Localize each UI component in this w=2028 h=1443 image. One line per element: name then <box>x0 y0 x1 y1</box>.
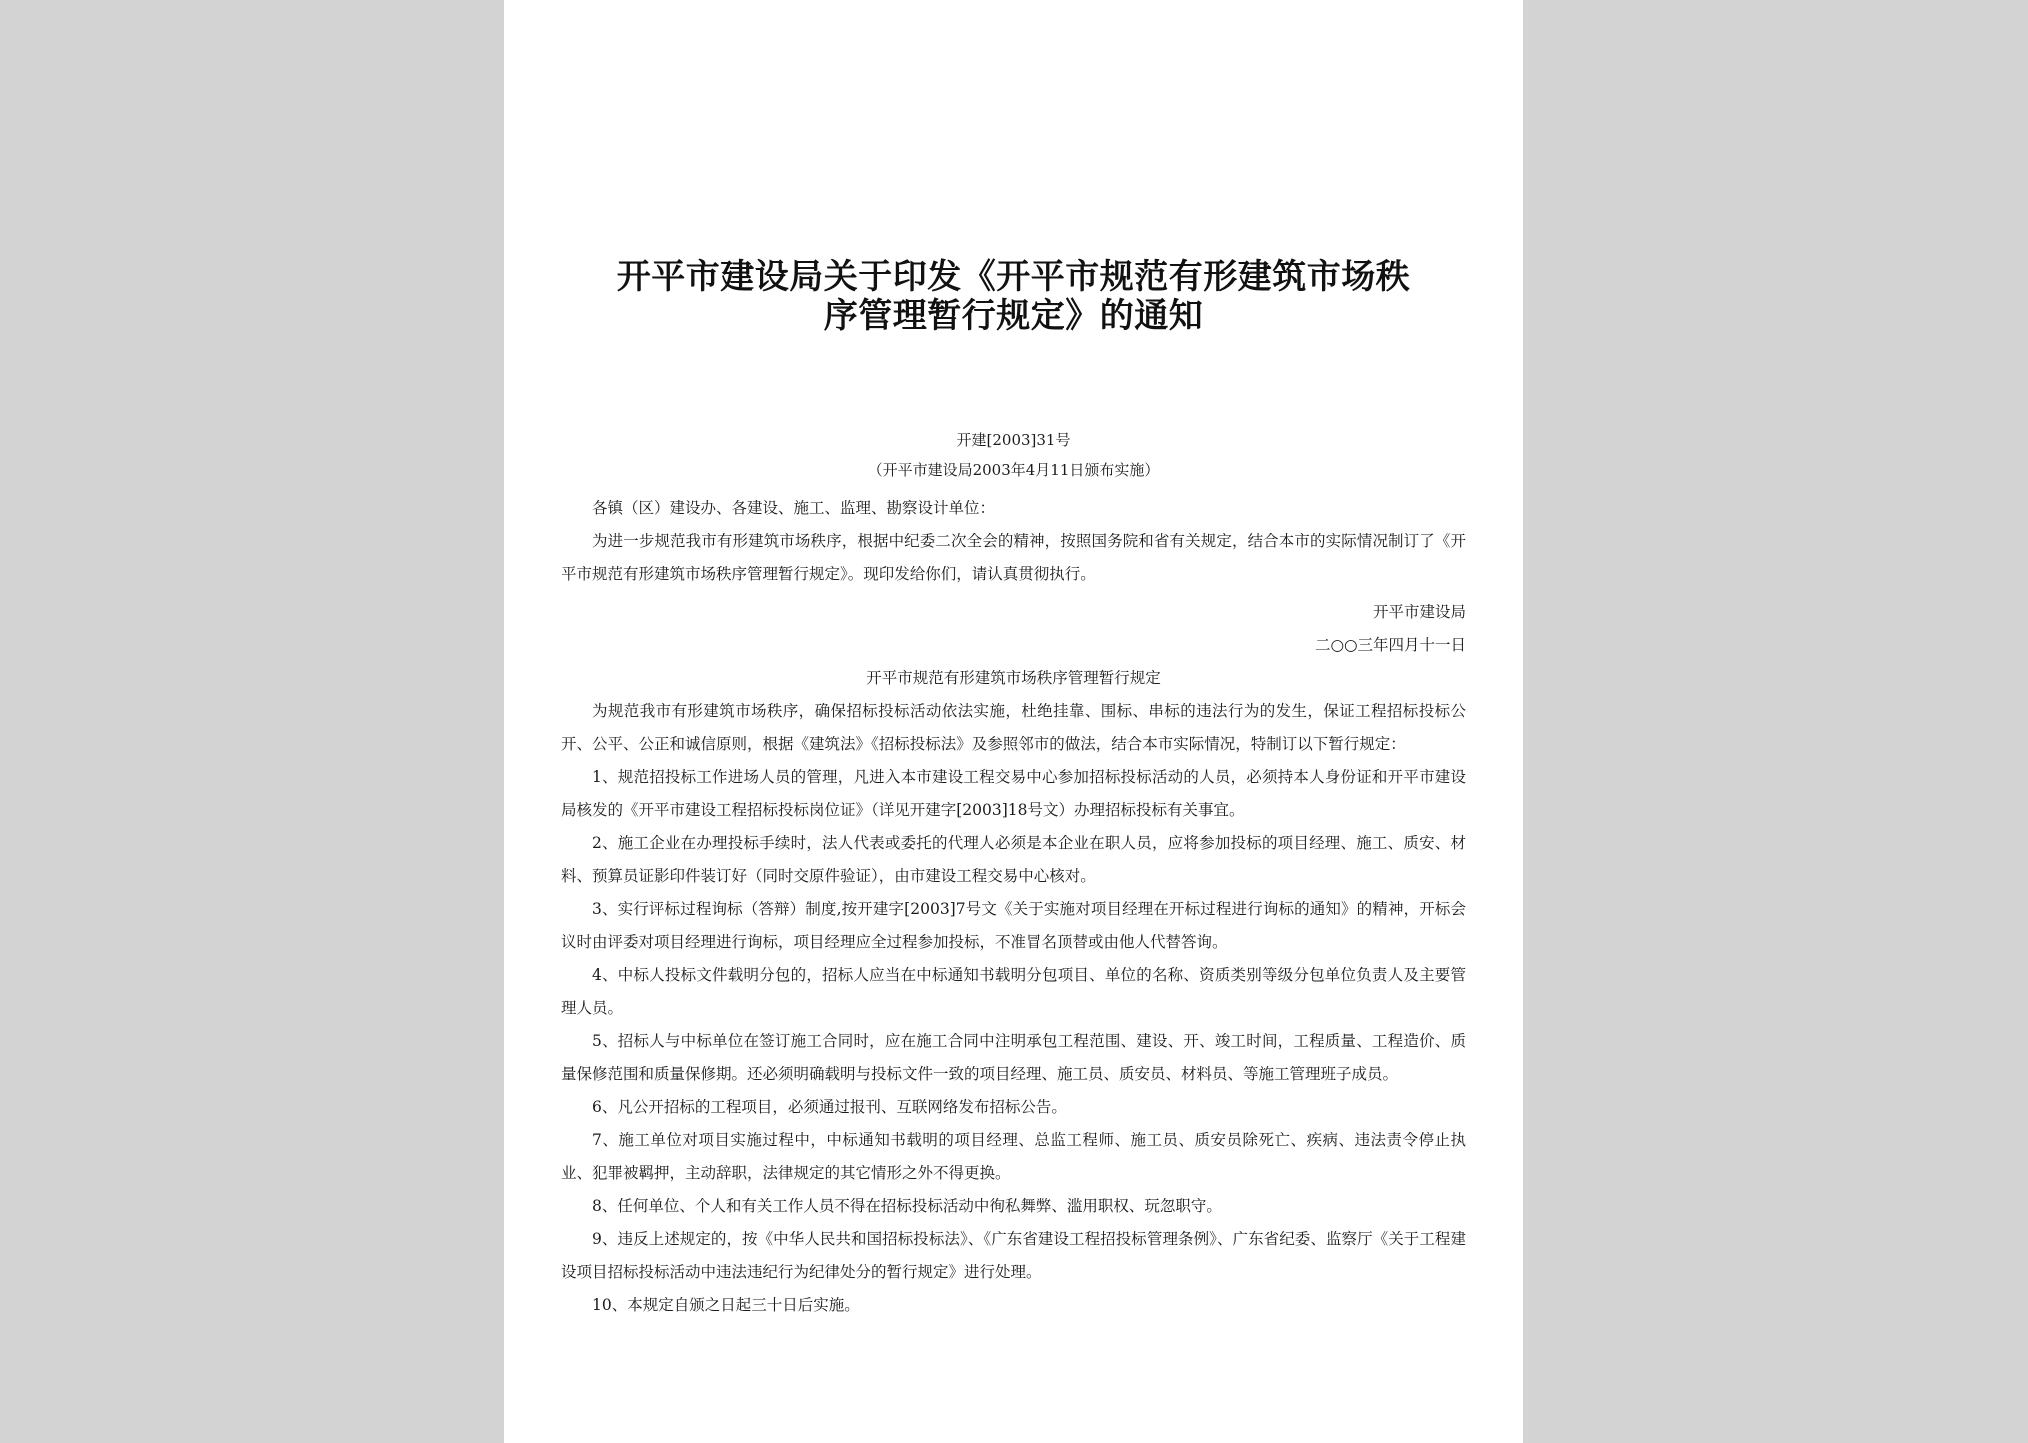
signature-date: 二○○三年四月十一日 <box>1314 636 1466 654</box>
regulation-item-4: 4、中标人投标文件载明分包的，招标人应当在中标通知书载明分包项目、单位的名称、资质类别等级分包单位负责人及主要管理人员。 <box>561 966 1466 1017</box>
document-content <box>561 258 1466 1322</box>
document-title <box>561 258 1466 336</box>
issued-note: （开平市建设局2003年4月11日颁布实施） <box>867 461 1160 479</box>
title-line-1: 开平市建设局关于印发《开平市规范有形建筑市场秩 <box>616 257 1411 297</box>
title-line-2: 序管理暂行规定》的通知 <box>823 296 1204 336</box>
regulation-intro: 为规范我市有形建筑市场秩序，确保招标投标活动依法实施，杜绝挂靠、围标、串标的违法行为的发生，保证工程招标投标公开、公平、公正和诚信原则，根据《建筑法》《招标投标法》及参照邻市的做法，结合本市实际情况，特制订以下暂行规定： <box>561 702 1466 753</box>
regulation-item-9: 9、违反上述规定的，按《中华人民共和国招标投标法》、《广东省建设工程招投标管理条例》、广东省纪委、监察厅《关于工程建设项目招标投标活动中违法违纪行为纪律处分的暂行规定》进行处理。 <box>561 1230 1466 1281</box>
document-number: 开建[2003]31号 <box>956 431 1071 449</box>
document-page <box>504 0 1523 1443</box>
regulation-item-6: 6、凡公开招标的工程项目，必须通过报刊、互联网络发布招标公告。 <box>592 1098 1067 1116</box>
regulation-item-2: 2、施工企业在办理投标手续时，法人代表或委托的代理人必须是本企业在职人员，应将参加投标的项目经理、施工、质安、材料、预算员证影印件装订好（同时交原件验证），由市建设工程交易中心核对。 <box>561 834 1466 885</box>
regulation-item-3: 3、实行评标过程询标（答辩）制度,按开建字[2003]7号文《关于实施对项目经理在开标过程进行询标的通知》的精神，开标会议时由评委对项目经理进行询标，项目经理应全过程参加投标，不准冒名顶替或由他人代替答询。 <box>561 900 1466 951</box>
notice-intro: 为进一步规范我市有形建筑市场秩序，根据中纪委二次全会的精神，按照国务院和省有关规定，结合本市的实际情况制订了《开平市规范有形建筑市场秩序管理暂行规定》。现印发给你们，请认真贯彻执行。 <box>561 532 1466 583</box>
signature-organization: 开平市建设局 <box>1372 603 1466 621</box>
regulation-title: 开平市规范有形建筑市场秩序管理暂行规定 <box>866 669 1161 687</box>
regulation-item-1: 1、规范招投标工作进场人员的管理，凡进入本市建设工程交易中心参加招标投标活动的人员，必须持本人身份证和开平市建设局核发的《开平市建设工程招标投标岗位证》（详见开建字[2003]18号文）办理招标投标有关事宜。 <box>561 768 1466 819</box>
regulation-item-10: 10、本规定自颁之日起三十日后实施。 <box>592 1296 860 1314</box>
regulation-item-5: 5、招标人与中标单位在签订施工合同时，应在施工合同中注明承包工程范围、建设、开、竣工时间，工程质量、工程造价、质量保修范围和质量保修期。还必须明确载明与投标文件一致的项目经理、施工员、质安员、材料员、等施工管理班子成员。 <box>561 1032 1466 1083</box>
addressee: 各镇（区）建设办、各建设、施工、监理、勘察设计单位： <box>592 499 996 517</box>
regulation-item-7: 7、施工单位对项目实施过程中，中标通知书载明的项目经理、总监工程师、施工员、质安员除死亡、疾病、违法责令停止执业、犯罪被羁押，主动辞职，法律规定的其它情形之外不得更换。 <box>561 1131 1466 1182</box>
regulation-item-8: 8、任何单位、个人和有关工作人员不得在招标投标活动中徇私舞弊、滥用职权、玩忽职守。 <box>592 1197 1222 1215</box>
